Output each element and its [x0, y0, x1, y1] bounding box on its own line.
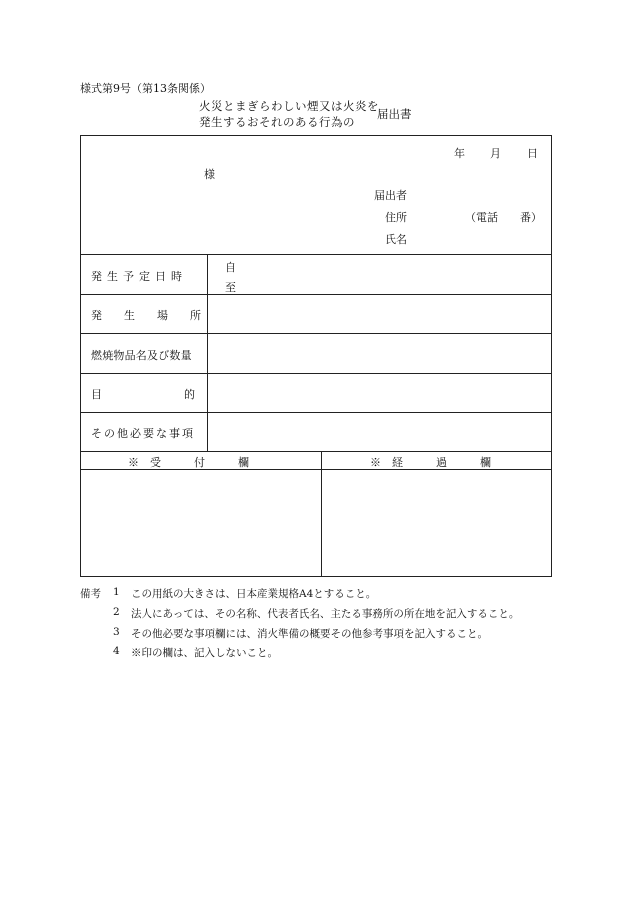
note-text: 法人にあっては、その名称、代表者氏名、主たる事務所の所在地を記入すること。 — [131, 608, 520, 620]
row-label-datetime: 発生予定日時 — [91, 270, 187, 283]
row-divider — [81, 254, 551, 255]
row-divider — [81, 333, 551, 334]
row-divider — [81, 451, 551, 452]
column-divider — [207, 254, 208, 451]
title-end: 届出書 — [377, 107, 412, 121]
progress-header: ※ 経 過 欄 — [370, 456, 491, 469]
reception-header: ※ 受 付 欄 — [128, 456, 249, 469]
row-divider — [81, 373, 551, 374]
note-text: この用紙の大きさは、日本産業規格A4とすること。 — [131, 588, 377, 600]
title-line-1: 火災とまぎらわしい煙又は火炎を — [199, 99, 379, 113]
address-label: 住所 — [385, 211, 407, 224]
datetime-from: 自 — [225, 261, 236, 274]
addressee-sama: 様 — [204, 168, 215, 181]
column-divider — [321, 451, 322, 577]
notes-label: 備考 — [80, 588, 101, 600]
note-text: ※印の欄は、記入しないこと。 — [131, 647, 278, 659]
note-text: その他必要な事項欄には、消火準備の概要その他参考事項を記入すること。 — [131, 628, 488, 640]
note-number: 1 — [113, 586, 120, 598]
datetime-to: 至 — [225, 281, 236, 294]
date-day: 日 — [527, 147, 538, 160]
row-divider — [81, 294, 551, 295]
date-year: 年 — [454, 147, 465, 160]
row-label-materials: 燃焼物品名及び数量 — [91, 349, 192, 362]
name-label: 氏名 — [385, 233, 407, 246]
form-table — [80, 135, 552, 577]
note-number: 2 — [113, 606, 120, 618]
note-number: 4 — [113, 645, 120, 657]
applicant-label: 届出者 — [374, 189, 407, 202]
form-number: 様式第9号（第13条関係） — [80, 82, 211, 95]
row-divider — [81, 412, 551, 413]
row-label-location: 発生場所 — [91, 309, 223, 322]
row-label-other: その他必要な事項 — [91, 427, 195, 440]
row-label-purpose: 目的 — [91, 388, 277, 401]
date-month: 月 — [490, 147, 501, 160]
phone-label: （電話 番） — [465, 211, 542, 224]
note-number: 3 — [113, 626, 120, 638]
title-line-2: 発生するおそれのある行為の — [199, 115, 355, 129]
